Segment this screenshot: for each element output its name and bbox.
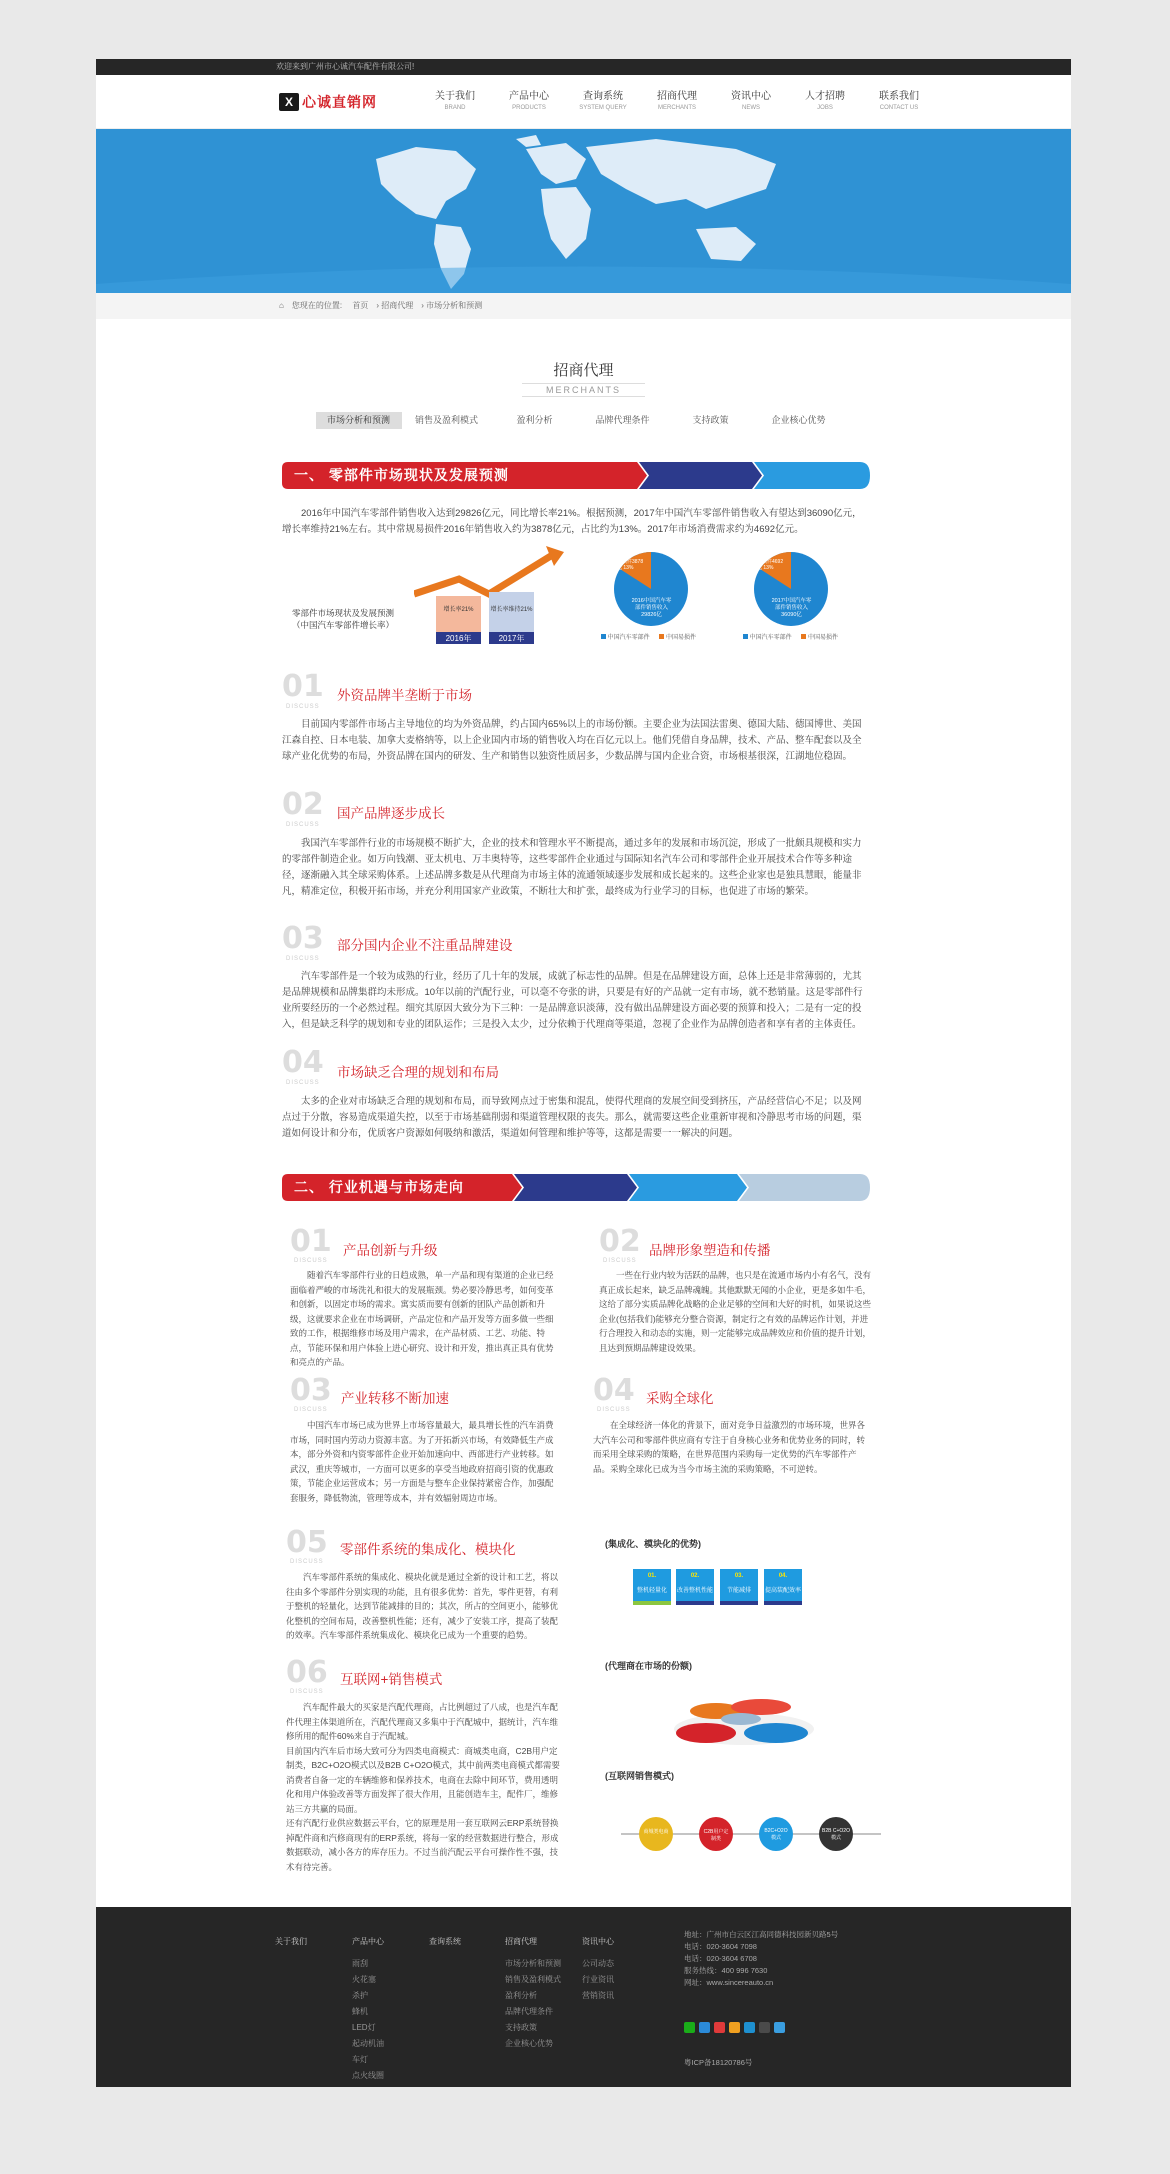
tab-core-advantages[interactable]: 企业核心优势 <box>771 415 826 425</box>
footer-link[interactable]: 支持政策 <box>505 2023 537 2032</box>
footer-col-products-head[interactable]: 产品中心 <box>352 1937 384 1946</box>
growth-bar-chart <box>414 544 574 644</box>
logo[interactable] <box>279 92 377 112</box>
footer-col-query-head[interactable]: 查询系统 <box>429 1937 461 1946</box>
qq-icon[interactable] <box>759 2022 770 2033</box>
s1-item2-num: 02 <box>282 787 324 822</box>
s2-item2-num: 02 <box>599 1224 641 1259</box>
modular-box-1: 01. 整机轻量化 <box>633 1569 671 1605</box>
footer-link[interactable]: 品牌代理条件 <box>505 2007 553 2016</box>
model-node-3-label: B2C+O2O模式 <box>764 1828 788 1841</box>
bar-2017-label: 2017年 <box>498 634 525 643</box>
modular-diagram-label: (集成化、模块化的优势) <box>605 1539 701 1549</box>
modular-boxes <box>633 1569 802 1605</box>
page-subtitle: MERCHANTS <box>522 383 645 397</box>
bar-2016-text: 增长率21% <box>443 607 474 613</box>
footer-col-merchants <box>505 1934 561 2052</box>
legend-blue-swatch <box>743 634 748 639</box>
s1-item1-text: 目前国内零部件市场占主导地位的均为外资品牌，约占国内65%以上的市场份额。主要企业为法国法雷奥、德国大陆、德国博世、美国江森自控、日本电装、加拿大麦格纳等，以上企业国内市场的销售收入均在百亿元以上。他们凭借自身品牌，技术、产品、整车配套以及全球产业化优势的布局，外资品牌在国内的研发、生产和销售以独资性质居多，少数品牌与国内企业合资，市场根基很深，江湖地位稳固。 <box>282 719 862 762</box>
s1-item4-title: 市场缺乏合理的规划和布局 <box>337 1065 499 1080</box>
nav-item-contact[interactable]: 联系我们 CONTACT US <box>879 91 919 111</box>
share-segment-top <box>731 1699 791 1715</box>
bar-2017 <box>489 592 534 634</box>
footer-link[interactable]: LED灯 <box>352 2023 376 2032</box>
home-icon: ⌂ <box>279 301 284 310</box>
page-frame <box>96 59 1071 2087</box>
nav-item-about[interactable]: 关于我们 BRAND <box>435 91 475 111</box>
footer-link[interactable]: 蜂机 <box>352 2007 368 2016</box>
footer-link[interactable]: 杀护 <box>352 1991 368 2000</box>
share-segment-red <box>676 1723 736 1743</box>
s1-item2-title: 国产品牌逐步成长 <box>337 806 445 821</box>
contact-website[interactable]: 网址：www.sincereauto.cn <box>684 1978 774 1987</box>
s2-item1-text: 随着汽车零部件行业的日趋成熟，单一产品和现有渠道的企业已经面临着严峻的市场洗礼和很大的发展瓶颈。势必要冷静思考，如何变革和创新，以固定市场的需求。寓实质而要有创新的团队产品创新和升级，这就要求企业在市场调研，产品定位和产品开发等方面多做一些细致的工作，根据维修市场及用户需求，在产品材质、工艺、功能、特点，节能环保和用户体验上进心研究、设计和开发，推出真正具有优势和亮点的产品。 <box>290 1270 554 1367</box>
footer-link[interactable]: 企业核心优势 <box>505 2039 553 2048</box>
page-title: 招商代理 <box>553 362 614 379</box>
share-diagram-label: (代理商在市场的份额) <box>605 1661 692 1671</box>
tab-sales-model[interactable]: 销售及盈利模式 <box>414 415 478 425</box>
bar-2016 <box>436 596 481 634</box>
footer-link[interactable]: 市场分析和预测 <box>505 1959 561 1968</box>
pie-legend-2: 中国汽车零部件 中国易损件 <box>743 632 838 641</box>
pie-2016-small-label: 易损件3878亿 13% <box>617 559 644 571</box>
footer-link[interactable]: 车灯 <box>352 2055 368 2064</box>
s2-item3-text: 中国汽车市场已成为世界上市场容量最大，最具增长性的汽车消费市场，同时国内劳动力资源丰富。为了开拓新兴市场，有效降低生产成本，部分外资和内资零部件企业开始加速向中、西部进行产业转移。如武汉，重庆等城市，一方面可以更多的享受当地政府招商引资的优惠政策，节能企业运营成本；另一方面是与整车企业保持紧密合作，加强配套服务，降低物流，管理等成本，并有效辐射周边市场。 <box>290 1420 554 1503</box>
s2-item5-num: 05 <box>286 1525 328 1560</box>
s1-item3-en: DISCUSS <box>286 956 320 962</box>
section1-title: 一、 零部件市场现状及发展预测 <box>294 467 509 483</box>
nav-item-products[interactable]: 产品中心 PRODUCTS <box>509 91 549 111</box>
sub-tabs <box>96 412 1071 429</box>
s1-item3-num: 03 <box>282 921 324 956</box>
share-segment-center <box>721 1713 761 1725</box>
footer-link[interactable]: 销售及盈利模式 <box>505 1975 561 1984</box>
pie-legend-1: 中国汽车零部件 中国易损件 <box>601 632 696 641</box>
footer-col-news <box>582 1934 614 2004</box>
footer <box>96 1907 1071 2087</box>
footer-col-products <box>352 1934 384 2084</box>
tab-support-policy[interactable]: 支持政策 <box>692 415 729 425</box>
s2-item6-text: 汽车配件最大的买家是汽配代理商，占比例超过了八成，也是汽车配件代理主体渠道所在，汽配代理商又多集中于汽配城中，据统计，汽车维修所用的配件60%来自于汽配城。 目前国内汽车后市场大致可分为四类电商模式：商城类电商，C2B用户定制类，B2C+O2O模式以及B2B C+O2O模式，其中前两类电商模式都需要消费者自备一定的车辆维修和保养技术，电商在去除中间环节，费用透明化和用户体验改善等方面发挥了很大作用，且能创造车主，配件厂，维修站三方共赢的局面。 还有汽配行业供应数据云平台，它的原理是用一套互联网云ERP系统替换掉配件商和汽修商现有的ERP系统，将每一家的经营数据进行整合，形成数据联动，减小各方的库存压力。不过当前汽配云平台可操作性不强，技术有待完善。 <box>286 1702 560 1872</box>
footer-link[interactable]: 起动机油 <box>352 2039 384 2048</box>
footer-link[interactable]: 雨刮 <box>352 1959 368 1968</box>
nav-item-news[interactable]: 资讯中心 NEWS <box>731 91 771 111</box>
s2-item6-title: 互联网+销售模式 <box>340 1672 443 1687</box>
modular-box-3: 03. 节能减排 <box>720 1569 758 1605</box>
s2-item2-title: 品牌形象塑造和传播 <box>649 1243 771 1258</box>
s1-item1-title: 外资品牌半垄断于市场 <box>337 688 472 703</box>
welcome-text: 欢迎来到广州市心诚汽车配件有限公司! <box>276 62 415 71</box>
breadcrumb-home[interactable]: 首页 <box>352 301 369 310</box>
footer-col-about <box>275 1934 307 1956</box>
model-node-1-label: 商城类电商 <box>643 1829 669 1835</box>
social-icons <box>684 2022 789 2033</box>
pie-2017-label: 2017中国汽车零部件销售收入36090亿 <box>771 598 812 618</box>
s1-item2-en: DISCUSS <box>286 822 320 828</box>
top-bar <box>96 59 1071 75</box>
nav-item-merchants[interactable]: 招商代理 MERCHANTS <box>657 91 697 111</box>
contact-phone-2: 电话：020-3604 6708 <box>684 1954 757 1963</box>
s2-item6-en: DISCUSS <box>290 1689 324 1695</box>
tab-agency-conditions[interactable]: 品牌代理条件 <box>595 415 650 425</box>
header <box>96 75 1071 129</box>
s2-item1-en: DISCUSS <box>294 1258 328 1264</box>
s2-item4-text: 在全球经济一体化的背景下，面对竞争日益激烈的市场环境，世界各大汽车公司和零部件供应商有专注于自身核心业务和优势业务的同时，转而采用全球采购的策略，在世界范围内采购每一定优势的汽车零部件产品。采购全球化已成为当今市场主流的采购策略，不可逆转。 <box>593 1420 866 1474</box>
model-node-2-label: C2B用户定制类 <box>703 1829 729 1842</box>
s2-item3-en: DISCUSS <box>294 1407 328 1413</box>
icp-number: 粤ICP备18120786号 <box>684 2058 753 2067</box>
footer-col-about-head[interactable]: 关于我们 <box>275 1937 307 1946</box>
breadcrumb: ⌂ 您现在的位置: 首页 › 招商代理 › 市场分析和预测 <box>96 293 1071 319</box>
s1-item3-title: 部分国内企业不注重品牌建设 <box>337 938 513 953</box>
chart-caption: 零部件市场现状及发展预测 （中国汽车零部件增长率） <box>291 608 394 630</box>
footer-link[interactable]: 行业资讯 <box>582 1975 614 1984</box>
legend-orange-swatch <box>659 634 664 639</box>
footer-link[interactable]: 点火线圈 <box>352 2071 384 2080</box>
nav-item-query[interactable]: 查询系统 SYSTEM QUERY <box>579 91 627 111</box>
share-icon[interactable] <box>699 2022 710 2033</box>
bar-2017-text: 增长率维持21% <box>490 607 533 613</box>
internet-diagram-label: (互联网销售模式) <box>605 1771 674 1781</box>
model-node-4-label: B2B C+O2O模式 <box>822 1828 850 1841</box>
contact-phone-1: 电话：020-3604 7098 <box>684 1942 757 1951</box>
section1-intro: 2016年中国汽车零部件销售收入达到29826亿元，同比增长率21%。根据预测，2017年中国汽车零部件销售收入有望达到36090亿元，增长率维持21%左右。其中常规易损件2016年销售收入约为3878亿元，占比约为13%。2017年市场消费需求约为4692亿元。 <box>282 508 862 535</box>
nav-item-jobs[interactable]: 人才招聘 JOBS <box>805 91 845 111</box>
pie-2017-small-label: 易损件4692亿 13% <box>757 559 784 571</box>
s2-item1-title: 产品创新与升级 <box>343 1243 438 1258</box>
logo-text: 心诚直销网 <box>302 94 377 110</box>
s2-item5-en: DISCUSS <box>290 1559 324 1565</box>
footer-col-news-head[interactable]: 资讯中心 <box>582 1937 614 1946</box>
s2-item5-title: 零部件系统的集成化、模块化 <box>340 1542 516 1557</box>
footer-contact <box>684 1929 838 1989</box>
legend-orange-swatch <box>801 634 806 639</box>
breadcrumb-current: 市场分析和预测 <box>426 301 483 310</box>
tencent-weibo-icon[interactable] <box>744 2022 755 2033</box>
footer-link[interactable]: 公司动态 <box>582 1959 614 1968</box>
breadcrumb-merchants[interactable]: 招商代理 <box>381 301 414 310</box>
share-segment-blue <box>744 1723 808 1743</box>
contact-address: 地址：广州市白云区江高同德科技园新贝路5号 <box>684 1930 839 1939</box>
section2-bar <box>282 1174 870 1201</box>
bar-2016-label: 2016年 <box>445 634 472 643</box>
s2-item2-text: 一些在行业内较为活跃的品牌，也只是在流通市场内小有名气，没有真正成长起来，缺乏品牌魂魄。其他默默无闻的小企业，更是多如牛毛，这给了部分实质品牌化战略的企业足够的空间和大好的时机，如果说这些企业(包括我们)能够充分整合资源，制定行之有效的品牌运作计划，并进行合理投入和动态的实施，则一定能够完成品牌效应和价值的提升计划，且达到预期品牌建设效果。 <box>599 1270 872 1353</box>
section2-title: 二、 行业机遇与市场走向 <box>294 1179 464 1195</box>
s1-item4-en: DISCUSS <box>286 1080 320 1086</box>
s1-item3-text: 汽车零部件是一个较为成熟的行业，经历了几十年的发展，成就了标志性的品牌。但是在品牌建设方面，总体上还是非常薄弱的，尤其是品牌规模和品牌集群均未形成。10年以前的汽配行业，可以毫不夸张的讲，只要是有好的产品就一定有市场，就不愁销量。这是零部件行业所要经历的一个必然过程。细究其原因大致分为下三种：一是品牌意识淡薄，没有做出品牌建设方面必要的预算和投入；二是有一定的投入，但是缺乏科学的规划和专业的团队运作；三是投入太少，过分依赖于代理商等渠道，忽视了企业作为品牌创造者和享有者的主体责任。 <box>282 971 863 1030</box>
breadcrumb-prefix: 您现在的位置: <box>291 301 343 310</box>
s1-item4-text: 太多的企业对市场缺乏合理的规划和布局，而导致网点过于密集和混乱，使得代理商的发展空间受到挤压，产品经营信心不足；以及网点过于分散，容易造成渠道失控，以至于市场基础削弱和渠道管理权限的丧失。那么，就需要这些企业重新审视和冷静思考市场的问题，渠道如何设计和分布，优质客户资源如何吸纳和激活，渠道如何管理和维护等等，这都是需要一一解决的问题。 <box>282 1096 862 1139</box>
footer-link[interactable]: 盈利分析 <box>505 1991 537 2000</box>
s1-item1-num: 01 <box>282 669 324 704</box>
world-map-banner <box>96 129 1071 293</box>
agent-share-diagram <box>656 1681 836 1751</box>
weibo-icon[interactable] <box>714 2022 725 2033</box>
s2-item4-num: 04 <box>593 1373 635 1408</box>
legend-blue-swatch <box>601 634 606 639</box>
world-map-illustration <box>96 129 1071 293</box>
footer-col-merchants-head[interactable]: 招商代理 <box>505 1937 537 1946</box>
modular-box-4: 04. 提高装配效率 <box>764 1569 802 1605</box>
s2-item4-title: 采购全球化 <box>646 1391 714 1406</box>
s2-item6-num: 06 <box>286 1655 328 1690</box>
footer-link[interactable]: 营销资讯 <box>582 1991 614 2000</box>
logo-mark: X <box>279 93 299 111</box>
s1-item4-num: 04 <box>282 1045 324 1080</box>
s1-item1-en: DISCUSS <box>286 704 320 710</box>
s2-item2-en: DISCUSS <box>603 1258 637 1264</box>
main-nav <box>418 87 936 111</box>
s2-item3-title: 产业转移不断加速 <box>341 1391 449 1406</box>
footer-link[interactable]: 火花塞 <box>352 1975 376 1984</box>
qzone-icon[interactable] <box>729 2022 740 2033</box>
modular-box-2: 02. 改善整机性能 <box>676 1569 714 1605</box>
s2-item3-num: 03 <box>290 1373 332 1408</box>
s1-item2-text: 我国汽车零部件行业的市场规模不断扩大，企业的技术和管理水平不断提高，通过多年的发展和市场沉淀，形成了一批颇具规模和实力的零部件制造企业。如万向钱潮、亚太机电、万丰奥特等，这些零部件企业通过与国际知名汽车公司和零部件企业开展技术合作等多种途径，逐渐融入其全球采购体系。上述品牌多数是从代理商为市场主体的流通领域逐步发展和成长起来的。这些企业家也是独具慧眼，能量非凡，精准定位，积极开拓市场，并充分利用国家产业政策，不断壮大和扩张，最终成为行业学习的目标，也促进了市场的繁荣。 <box>282 838 862 897</box>
tab-market-analysis[interactable]: 市场分析和预测 <box>316 412 402 429</box>
s2-item4-en: DISCUSS <box>597 1407 631 1413</box>
contact-hotline: 服务热线：400 996 7630 <box>684 1966 768 1975</box>
pie-2016-label: 2016中国汽车零部件销售收入29826亿 <box>631 598 672 618</box>
renren-icon[interactable] <box>774 2022 785 2033</box>
footer-col-query <box>429 1934 461 1956</box>
section1-bar <box>282 462 870 489</box>
tab-profit-analysis[interactable]: 盈利分析 <box>516 415 553 425</box>
wechat-icon[interactable] <box>684 2022 695 2033</box>
s2-item5-text: 汽车零部件系统的集成化、模块化就是通过全新的设计和工艺，将以往由多个零部件分别实现的功能，且有很多优势：首先，零件更替，有利于整机的轻量化，达到节能减排的目的；其次，所占的空间更小，能够优化整机的空间布局，改善整机性能；还有，减少了安装工序，提高了装配的效率。汽车零部件系统集成化、模块化已成为一个重要的趋势。 <box>286 1572 559 1640</box>
s2-item1-num: 01 <box>290 1224 332 1259</box>
growth-arrow-line <box>414 554 554 594</box>
